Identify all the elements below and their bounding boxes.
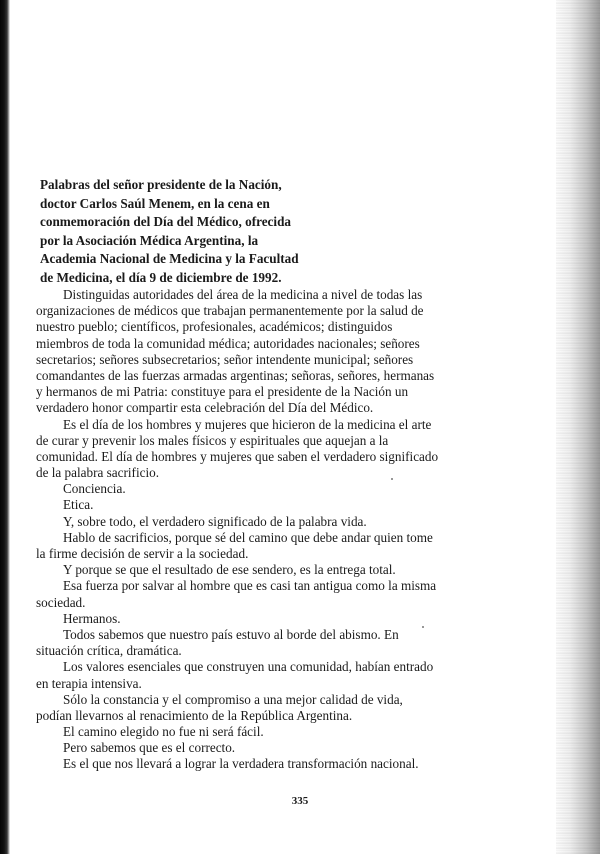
title-line: Palabras del señor presidente de la Nación, xyxy=(40,177,282,192)
body-line: Y porque se que el resultado de ese sendero, es la entrega total. xyxy=(63,562,396,578)
title-line: doctor Carlos Saúl Menem, en la cena en xyxy=(40,195,270,211)
speech-title xyxy=(40,176,340,288)
body-line: Todos sabemos que nuestro país estuvo al borde del abismo. En xyxy=(63,626,399,642)
scan-left-edge xyxy=(0,0,10,854)
body-line: la firme decisión de servir a la sociedad. xyxy=(36,546,249,561)
body-line: organizaciones de médicos que trabajan permanentemente por la salud de xyxy=(36,303,424,319)
body-line: El camino elegido no fue ni será fácil. xyxy=(63,724,264,740)
body-line: Pero sabemos que es el correcto. xyxy=(63,740,236,756)
body-line: miembros de toda la comunidad médica; autoridades nacionales; señores xyxy=(36,335,420,351)
body-line: Conciencia. xyxy=(63,481,126,497)
scan-right-edge xyxy=(556,0,600,854)
body-line: situación crítica, dramática. xyxy=(36,643,182,659)
body-line: en terapia intensiva. xyxy=(36,675,142,691)
speech-body xyxy=(36,287,556,773)
body-line: y hermanos de mi Patria: constituye para el presidente de la Nación un xyxy=(36,384,409,400)
body-line: Hermanos. xyxy=(63,610,121,626)
title-line: conmemoración del Día del Médico, ofrecida xyxy=(40,214,292,230)
body-line: nuestro pueblo; científicos, profesionales, académicos; distinguidos xyxy=(36,319,393,335)
body-line: Es el día de los hombres y mujeres que hicieron de la medicina el arte xyxy=(63,416,432,432)
body-line: Los valores esenciales que construyen una comunidad, habían entrado xyxy=(63,659,434,675)
body-line: comunidad. El día de hombres y mujeres que saben el verdadero significado xyxy=(36,448,439,464)
title-line: por la Asociación Médica Argentina, la xyxy=(40,232,259,248)
title-line: de Medicina, el día 9 de diciembre de 1992. xyxy=(40,269,282,285)
page-number: 335 xyxy=(291,795,309,807)
body-line: comandantes de las fuerzas armadas argentinas; señoras, señores, hermanas xyxy=(36,367,435,383)
body-line: Es el que nos llevará a lograr la verdadera transformación nacional. xyxy=(63,756,419,772)
body-line: Sólo la constancia y el compromiso a una mejor calidad de vida, xyxy=(63,691,403,707)
body-line: Hablo de sacrificios, porque sé del camino que debe andar quien tome xyxy=(63,529,433,545)
body-line: de la palabra sacrificio. xyxy=(36,465,160,481)
body-line: podían llevarnos al renacimiento de la República Argentina. xyxy=(36,707,353,723)
body-line: sociedad. xyxy=(36,594,86,610)
body-line: secretarios; señores subsecretarios; señor intendente municipal; señores xyxy=(36,351,414,367)
body-line: Etica. xyxy=(63,497,94,513)
body-line: verdadero honor compartir esta celebración del Día del Médico. xyxy=(36,400,374,416)
body-line: Distinguidas autoridades del área de la medicina a nivel de todas las xyxy=(63,287,423,302)
body-line: de curar y prevenir los males físicos y espirituales que aquejan a la xyxy=(36,432,389,448)
body-line: Esa fuerza por salvar al hombre que es casi tan antigua como la misma xyxy=(63,578,437,594)
title-line: Academia Nacional de Medicina y la Facultad xyxy=(40,251,299,267)
body-line: Y, sobre todo, el verdadero significado de la palabra vida. xyxy=(63,513,367,529)
